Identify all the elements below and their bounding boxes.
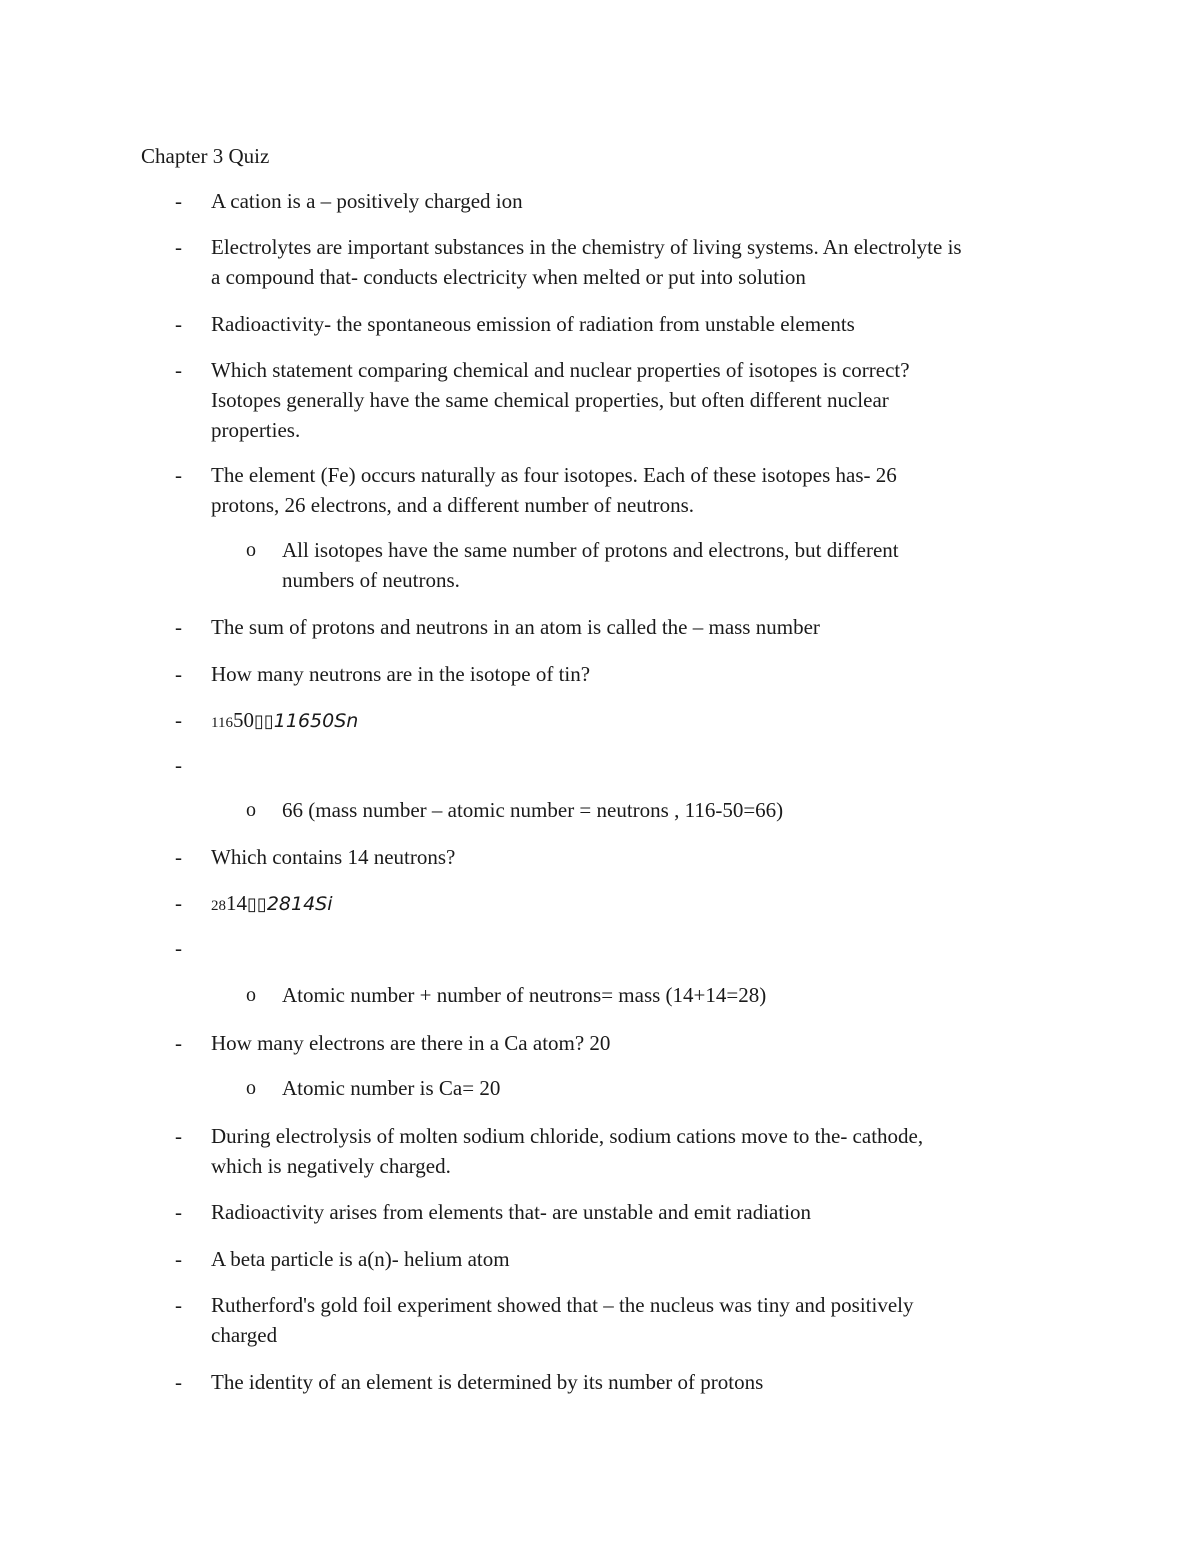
list-item-text: During electrolysis of molten sodium chloride, sodium cations move to the- cathode, <box>211 1124 924 1148</box>
formula-italic-text: 11650Sn <box>273 710 359 732</box>
list-item-text: Electrolytes are important substances in the chemistry of living systems. An electrolyte is <box>211 235 962 259</box>
formula-small-text: 116 <box>211 715 233 731</box>
dash-bullet: - <box>175 708 182 732</box>
list-item-text: How many electrons are there in a Ca atom? 20 <box>211 1031 611 1055</box>
dash-bullet: - <box>175 1031 182 1055</box>
list-item-text: The element (Fe) occurs naturally as four isotopes. Each of these isotopes has- 26 <box>211 463 897 487</box>
list-item-text: which is negatively charged. <box>211 1154 451 1178</box>
dash-bullet: - <box>175 358 182 382</box>
page-title: Chapter 3 Quiz <box>141 144 270 168</box>
list-item-text: Which contains 14 neutrons? <box>211 845 456 869</box>
missing-glyph-boxes: ▯▯ <box>247 894 267 915</box>
circle-bullet: o <box>246 984 256 1006</box>
list-item-text: Isotopes generally have the same chemical properties, but often different nuclear <box>211 388 889 412</box>
dash-bullet: - <box>175 1370 182 1394</box>
dash-bullet: - <box>175 615 182 639</box>
dash-bullet: - <box>175 463 182 487</box>
dash-bullet: - <box>175 936 182 960</box>
dash-bullet: - <box>175 1293 182 1317</box>
sub-item-text: 66 (mass number – atomic number = neutrons , 116-50=66) <box>282 798 784 822</box>
formula-small-text: 28 <box>211 898 226 914</box>
formula-normal-text: 50 <box>232 708 254 732</box>
list-item-text: Radioactivity- the spontaneous emission of radiation from unstable elements <box>211 312 855 336</box>
formula-normal-text: 14 <box>226 891 247 915</box>
dash-bullet: - <box>175 753 182 777</box>
list-item-text: properties. <box>211 418 301 442</box>
list-item-text: A cation is a – positively charged ion <box>211 189 523 213</box>
list-item-text: The identity of an element is determined by its number of protons <box>211 1370 764 1394</box>
list-item-text: Radioactivity arises from elements that- are unstable and emit radiation <box>211 1200 812 1224</box>
list-item-text: A beta particle is a(n)- helium atom <box>211 1247 510 1271</box>
isotope-formula-silicon <box>211 888 333 921</box>
dash-bullet: - <box>175 1247 182 1271</box>
list-item-text: a compound that- conducts electricity when melted or put into solution <box>211 265 806 289</box>
missing-glyph-boxes: ▯▯ <box>253 711 274 732</box>
dash-bullet: - <box>175 891 182 915</box>
dash-bullet: - <box>175 1200 182 1224</box>
dash-bullet: - <box>175 312 182 336</box>
list-item-text: Which statement comparing chemical and nuclear properties of isotopes is correct? <box>211 358 910 382</box>
list-item-text: charged <box>211 1323 278 1347</box>
list-item-text: How many neutrons are in the isotope of tin? <box>211 662 591 686</box>
dash-bullet: - <box>175 189 182 213</box>
dash-bullet: - <box>175 1124 182 1148</box>
dash-bullet: - <box>175 845 182 869</box>
sub-item-text: numbers of neutrons. <box>282 568 460 592</box>
formula-italic-text: 2814Si <box>266 893 333 915</box>
sub-item-text: All isotopes have the same number of protons and electrons, but different <box>282 538 899 562</box>
dash-bullet: - <box>175 235 182 259</box>
isotope-formula-tin <box>211 705 358 738</box>
circle-bullet: o <box>246 539 256 561</box>
list-item-text: The sum of protons and neutrons in an atom is called the – mass number <box>211 615 820 639</box>
sub-item-text: Atomic number + number of neutrons= mass (14+14=28) <box>282 983 767 1007</box>
circle-bullet: o <box>246 799 256 821</box>
dash-bullet: - <box>175 662 182 686</box>
list-item-text: protons, 26 electrons, and a different number of neutrons. <box>211 493 695 517</box>
list-item-text: Rutherford's gold foil experiment showed that – the nucleus was tiny and positively <box>211 1293 914 1317</box>
sub-item-text: Atomic number is Ca= 20 <box>282 1076 501 1100</box>
circle-bullet: o <box>246 1077 256 1099</box>
